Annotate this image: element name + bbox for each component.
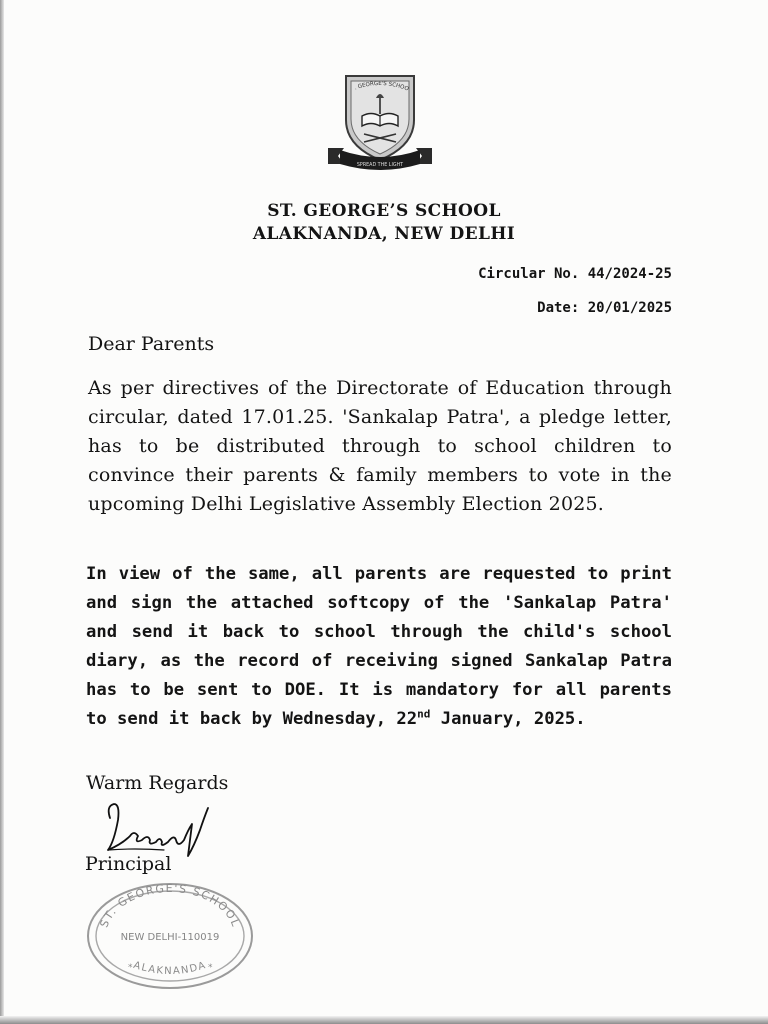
- stamp-center-text: NEW DELHI-110019: [120, 932, 220, 943]
- stamp-star-left: *: [128, 963, 133, 973]
- paragraph-request-main: In view of the same, all parents are requested to print and sign the attached softcopy of the 'Sankalap Patra' and send it back to school through the child's school diary, as the record of receiving signed Sankalap Patra has to be sent to DOE. It is mandatory for all parents to send it back by Wednesday, 22: [86, 564, 672, 729]
- circular-number: Circular No. 44/2024-25: [478, 266, 672, 282]
- school-name: ST. GEORGE’S SCHOOL: [267, 201, 501, 221]
- stamp-bottom-text: ALAKNANDA: [131, 959, 209, 978]
- school-address: ALAKNANDA, NEW DELHI: [252, 224, 516, 244]
- scan-bottom-edge: [0, 1016, 768, 1024]
- signatory-title: Principal: [85, 853, 172, 875]
- school-name-block: [0, 200, 768, 246]
- scan-edge: [0, 0, 4, 1024]
- salutation: Dear Parents: [88, 333, 215, 355]
- stamp-top-text: ST. GEORGE'S SCHOOL: [97, 881, 243, 930]
- paragraph-directive: As per directives of the Directorate of Education through circular, dated 17.01.25. 'Sankalap Patra', a pledge letter, has to be distributed through to school children to convince their parents & family members to vote in the upcoming Delhi Legislative Assembly Election 2025.: [88, 377, 672, 515]
- circular-date: Date: 20/01/2025: [537, 300, 672, 316]
- closing-regards: Warm Regards: [86, 772, 229, 794]
- school-stamp: [84, 880, 256, 992]
- school-crest-logo: [324, 68, 436, 176]
- crest-motto-text: SPREAD THE LIGHT: [356, 163, 404, 168]
- stamp-star-right: *: [208, 963, 213, 973]
- paragraph-request-ordinal: nd: [417, 707, 431, 721]
- svg-text:ALAKNANDA: [132, 960, 208, 977]
- svg-text:ST. GEORGE'S SCHOOL: [97, 882, 242, 929]
- crest-shield-text: . GEORGE'S SCHOO: [353, 80, 410, 93]
- paragraph-request: [86, 560, 672, 734]
- paragraph-request-end: January, 2025.: [430, 709, 586, 729]
